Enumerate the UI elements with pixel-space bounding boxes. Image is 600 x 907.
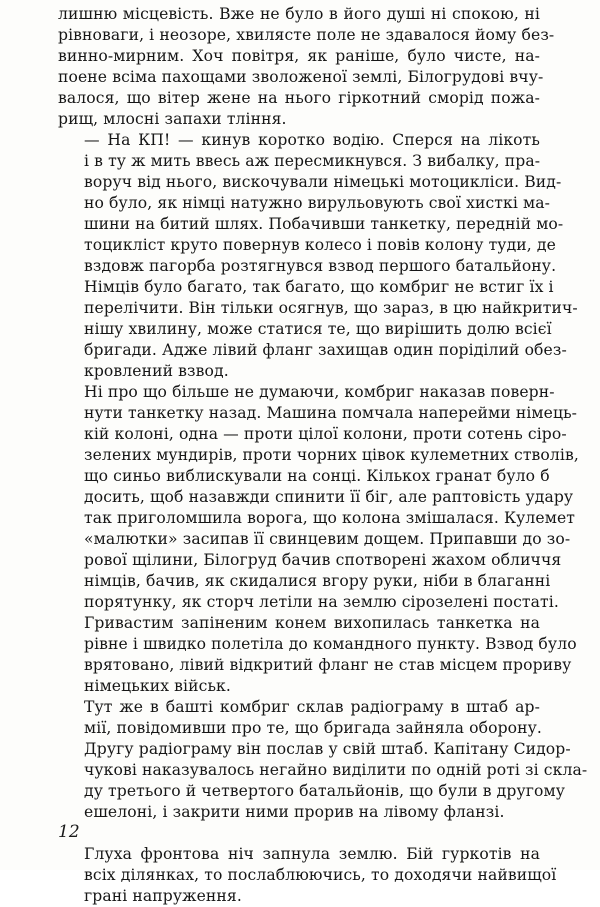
paragraph: [58, 130, 578, 382]
paragraph: [58, 382, 579, 613]
text-line: нішу хвилину, може статися те, що вирішить долю всієї: [84, 320, 552, 338]
text-line: лишню місцевість. Вже не було в його душі ні спокою, ні: [58, 5, 540, 23]
text-line: поене всіма пахощами зволоженої землі, Білогрудові вчу-: [58, 68, 544, 86]
text-line: «малютки» засипав її свинцевим дощем. Припавши до зо-: [84, 530, 571, 548]
text-line: Німців було багато, так багато, що комбриг не встиг їх і: [84, 278, 554, 296]
text-line: грані напруження.: [84, 887, 242, 905]
text-line: ду третього й четвертого батальйонів, що були в другому: [84, 782, 566, 800]
paragraph: [58, 613, 577, 697]
text-line: рівне і швидко полетіла до командного пункту. Взвод було: [84, 635, 577, 653]
text-line: — На КП! — кинув коротко водію. Сперся на лікоть: [84, 131, 540, 149]
text-line: рівноваги, і неозоре, хвилясте поле не здавалося йому без-: [58, 26, 555, 44]
text-line: порятунку, як сторч летіли на землю сірозелені постаті.: [84, 593, 559, 611]
text-line: кій колоні, одна — проти цілої колони, проти сотень сіро-: [84, 425, 567, 443]
text-line: врятовано, лівий відкритий фланг не став місцем прориву: [84, 656, 572, 674]
text-line: німців, бачив, як скидалися вгору руки, ніби в благанні: [84, 572, 551, 590]
text-line: перелічити. Він тільки осягнув, що зараз, в цю найкритич-: [84, 299, 578, 317]
text-line: всіх ділянках, то послаблюючись, то доходячи найвищої: [84, 866, 557, 884]
text-line: валося, що вітер жене на нього гіркотний сморід пожа-: [58, 89, 540, 107]
text-line: Глуха фронтова ніч запнула землю. Бій гуркотів на: [84, 845, 540, 863]
text-line: Гривастим запіненим конем вихопилась танкетка на: [84, 614, 540, 632]
text-line: Другу радіограму він послав у свій штаб. Капітану Сидор-: [84, 740, 571, 758]
text-line: чукові наказувалось негайно виділити по одній роті зі скла-: [84, 761, 588, 779]
text-line: Тут же в башті комбриг склав радіограму в штаб ар-: [84, 698, 540, 716]
text-line: рищ, млосні запахи тління.: [58, 110, 287, 128]
page-number: 12: [58, 822, 80, 842]
text-line: нути танкетку назад. Машина помчала наперейми німець-: [84, 404, 578, 422]
text-line: німецьких військ.: [84, 677, 231, 695]
text-line: і в ту ж мить ввесь аж пересмикнувся. З вибалку, пра-: [84, 152, 541, 170]
text-line: тоцикліст круто повернув колесо і повів колону туди, де: [84, 236, 556, 254]
text-line: зелених мундирів, проти чорних цівок кулеметних стволів,: [84, 446, 579, 464]
paragraph: [58, 697, 588, 823]
text-line: бригади. Адже лівий фланг захищав один поріділий обез-: [84, 341, 567, 359]
text-line: досить, щоб назавжди спинити її біг, але раптовість удару: [84, 488, 574, 506]
text-line: мії, повідомивши про те, що бригада зайняла оборону.: [84, 719, 542, 737]
text-line: так приголомшила ворога, що колона змішалася. Кулемет: [84, 509, 576, 527]
paragraph: [58, 844, 557, 907]
text-line: но було, як німці натужно вирульовують свої хисткі ма-: [84, 194, 551, 212]
text-line: воруч від нього, вискочували німецькі мотоцикліси. Вид-: [84, 173, 562, 191]
text-line: що синьо виблискували на сонці. Кількох гранат було б: [84, 467, 550, 485]
text-line: Ні про що більше не думаючи, комбриг наказав поверн-: [84, 383, 555, 401]
text-line: ешелоні, і закрити ними прорив на лівому фланзі.: [84, 803, 505, 821]
text-line: вздовж пагорба розтягнувся взвод першого батальйону.: [84, 257, 557, 275]
text-line: кровлений взвод.: [84, 362, 229, 380]
text-line: шини на битий шлях. Побачивши танкетку, передній мо-: [84, 215, 564, 233]
text-line: винно-мирним. Хоч повітря, як раніше, було чисте, на-: [58, 47, 540, 65]
paragraph: [58, 4, 555, 130]
body-text: [58, 4, 588, 907]
text-line: рової щілини, Білогруд бачив спотворені жахом обличчя: [84, 551, 562, 569]
